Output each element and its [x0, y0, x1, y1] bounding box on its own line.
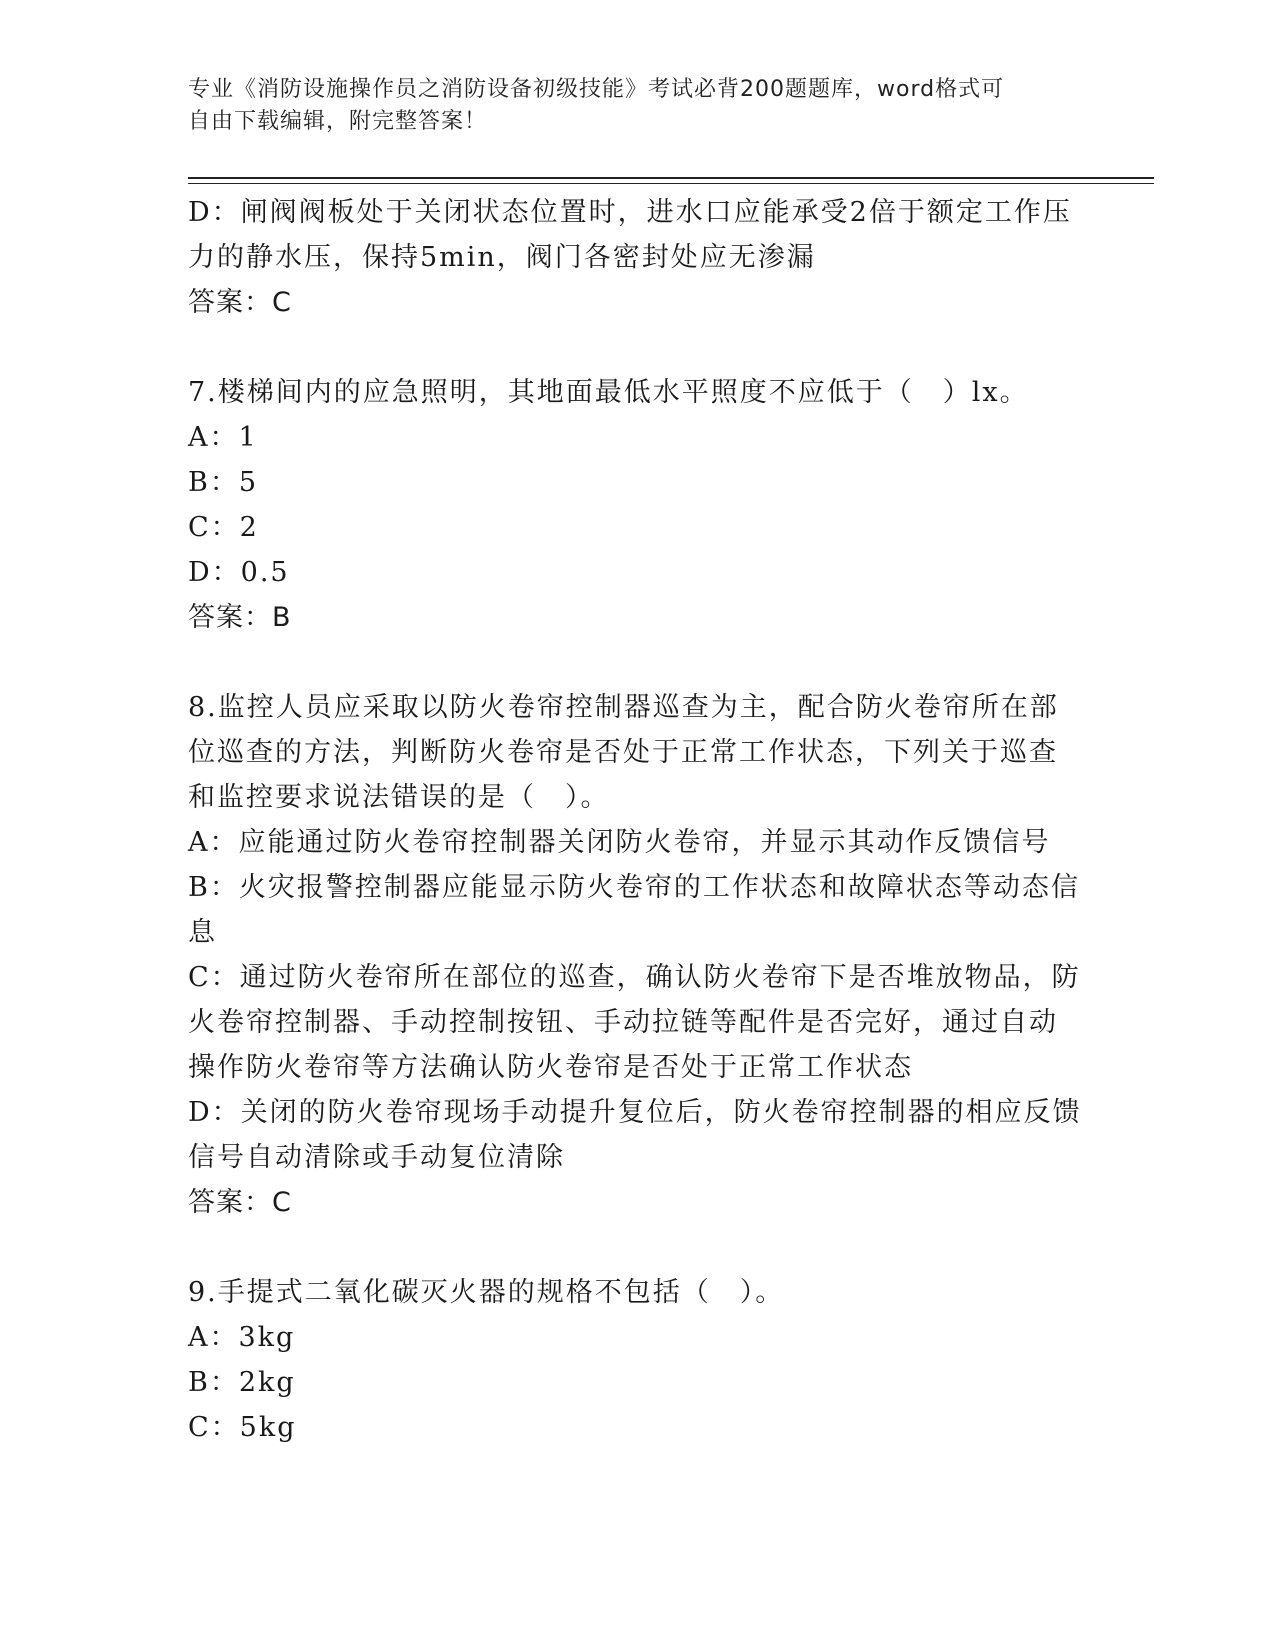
answer-label: 答案：C	[188, 287, 292, 318]
option-b: B：火灾报警控制器应能显示防火卷帘的工作状态和故障状态等动态信	[188, 872, 1080, 903]
header-line: 自由下载编辑，附完整答案！	[188, 109, 488, 134]
option-a: A：应能通过防火卷帘控制器关闭防火卷帘，并显示其动作反馈信号	[188, 827, 1051, 858]
question-stem: 7.楼梯间内的应急照明，其地面最低水平照度不应低于（ ）lx。	[188, 377, 1029, 408]
header-line: 专业《消防设施操作员之消防设备初级技能》考试必背200题题库，word格式可	[188, 77, 1005, 102]
question-8	[188, 685, 1088, 1225]
question-9	[188, 1270, 1088, 1450]
option-b: 息	[188, 917, 217, 948]
option-d: D：关闭的防火卷帘现场手动提升复位后，防火卷帘控制器的相应反馈	[188, 1097, 1082, 1128]
document-header	[188, 74, 1068, 138]
option-d-line: D：闸阀阀板处于关闭状态位置时，进水口应能承受2倍于额定工作压	[188, 197, 1072, 228]
answer-label: 答案：C	[188, 1187, 292, 1218]
option-d: 信号自动清除或手动复位清除	[188, 1142, 565, 1173]
answer-label: 答案：B	[188, 602, 292, 633]
option-c: C：2	[188, 512, 259, 543]
option-d-line: 力的静水压，保持5min，阀门各密封处应无渗漏	[188, 242, 816, 273]
question-7	[188, 370, 1088, 640]
option-c: 操作防火卷帘等方法确认防火卷帘是否处于正常工作状态	[188, 1052, 913, 1083]
question-stem: 位巡查的方法，判断防火卷帘是否处于正常工作状态，下列关于巡查	[188, 737, 1058, 768]
option-d: D：0.5	[188, 557, 290, 588]
question-stem: 和监控要求说法错误的是（ ）。	[188, 782, 610, 813]
spacer	[188, 1225, 1088, 1270]
question-stem: 8.监控人员应采取以防火卷帘控制器巡查为主，配合防火卷帘所在部	[188, 692, 1059, 723]
option-c: 火卷帘控制器、手动控制按钮、手动拉链等配件是否完好，通过自动	[188, 1007, 1058, 1038]
option-b: B：2kg	[188, 1367, 296, 1398]
option-a: A：1	[188, 422, 258, 453]
option-b: B：5	[188, 467, 259, 498]
option-a: A：3kg	[188, 1322, 296, 1353]
header-divider-thin	[188, 183, 1154, 184]
spacer	[188, 325, 1088, 370]
question-stem: 9.手提式二氧化碳灭火器的规格不包括（ ）。	[188, 1277, 785, 1308]
header-divider-thick	[188, 177, 1154, 179]
option-c: C：5kg	[188, 1412, 297, 1443]
spacer	[188, 640, 1088, 685]
option-c: C：通过防火卷帘所在部位的巡查，确认防火卷帘下是否堆放物品，防	[188, 962, 1081, 993]
question-6-tail	[188, 190, 1088, 325]
document-body	[188, 190, 1088, 1450]
